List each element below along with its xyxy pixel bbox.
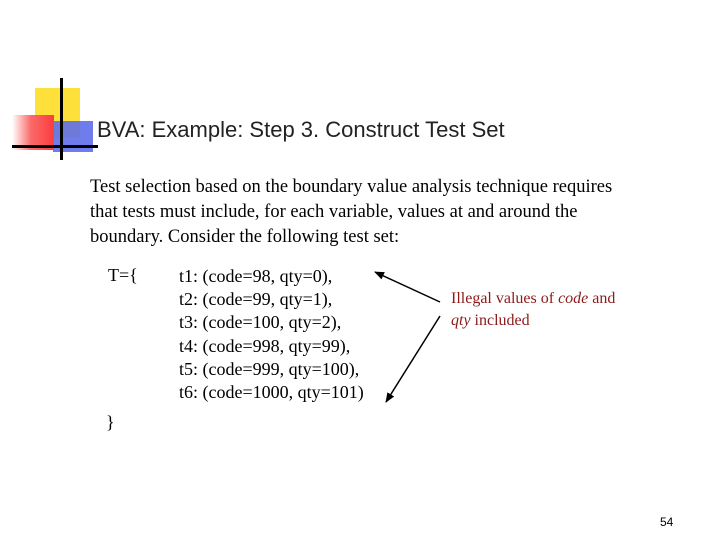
test-case: t1: (code=98, qty=0), (179, 266, 333, 286)
test-case: t4: (code=998, qty=99), (179, 335, 351, 356)
test-set-close-brace: } (106, 412, 115, 432)
callout-text: and (588, 290, 616, 307)
intro-line: Test selection based on the boundary value analysis technique requires (90, 177, 613, 197)
arrow-to-t1 (375, 272, 440, 302)
slide-title: BVA: Example: Step 3. Construct Test Set (97, 117, 505, 142)
callout-qty-word: qty (451, 312, 471, 329)
test-case: t3: (code=100, qty=2), (179, 312, 342, 333)
callout-code-word: code (558, 290, 589, 307)
intro-line: that tests must include, for each variable, values at and around the (90, 202, 578, 222)
test-set-open-brace: T={ (108, 265, 138, 285)
intro-line: boundary. Consider the following test set: (90, 227, 400, 247)
test-case: t2: (code=99, qty=1), (179, 289, 333, 310)
callout-text: included (470, 312, 530, 329)
page-number: 54 (660, 515, 674, 529)
test-case: t6: (code=1000, qty=101) (179, 382, 364, 403)
arrow-to-t6 (386, 316, 440, 402)
test-case: t5: (code=999, qty=100), (179, 358, 360, 379)
callout-text: Illegal values of (451, 290, 559, 307)
